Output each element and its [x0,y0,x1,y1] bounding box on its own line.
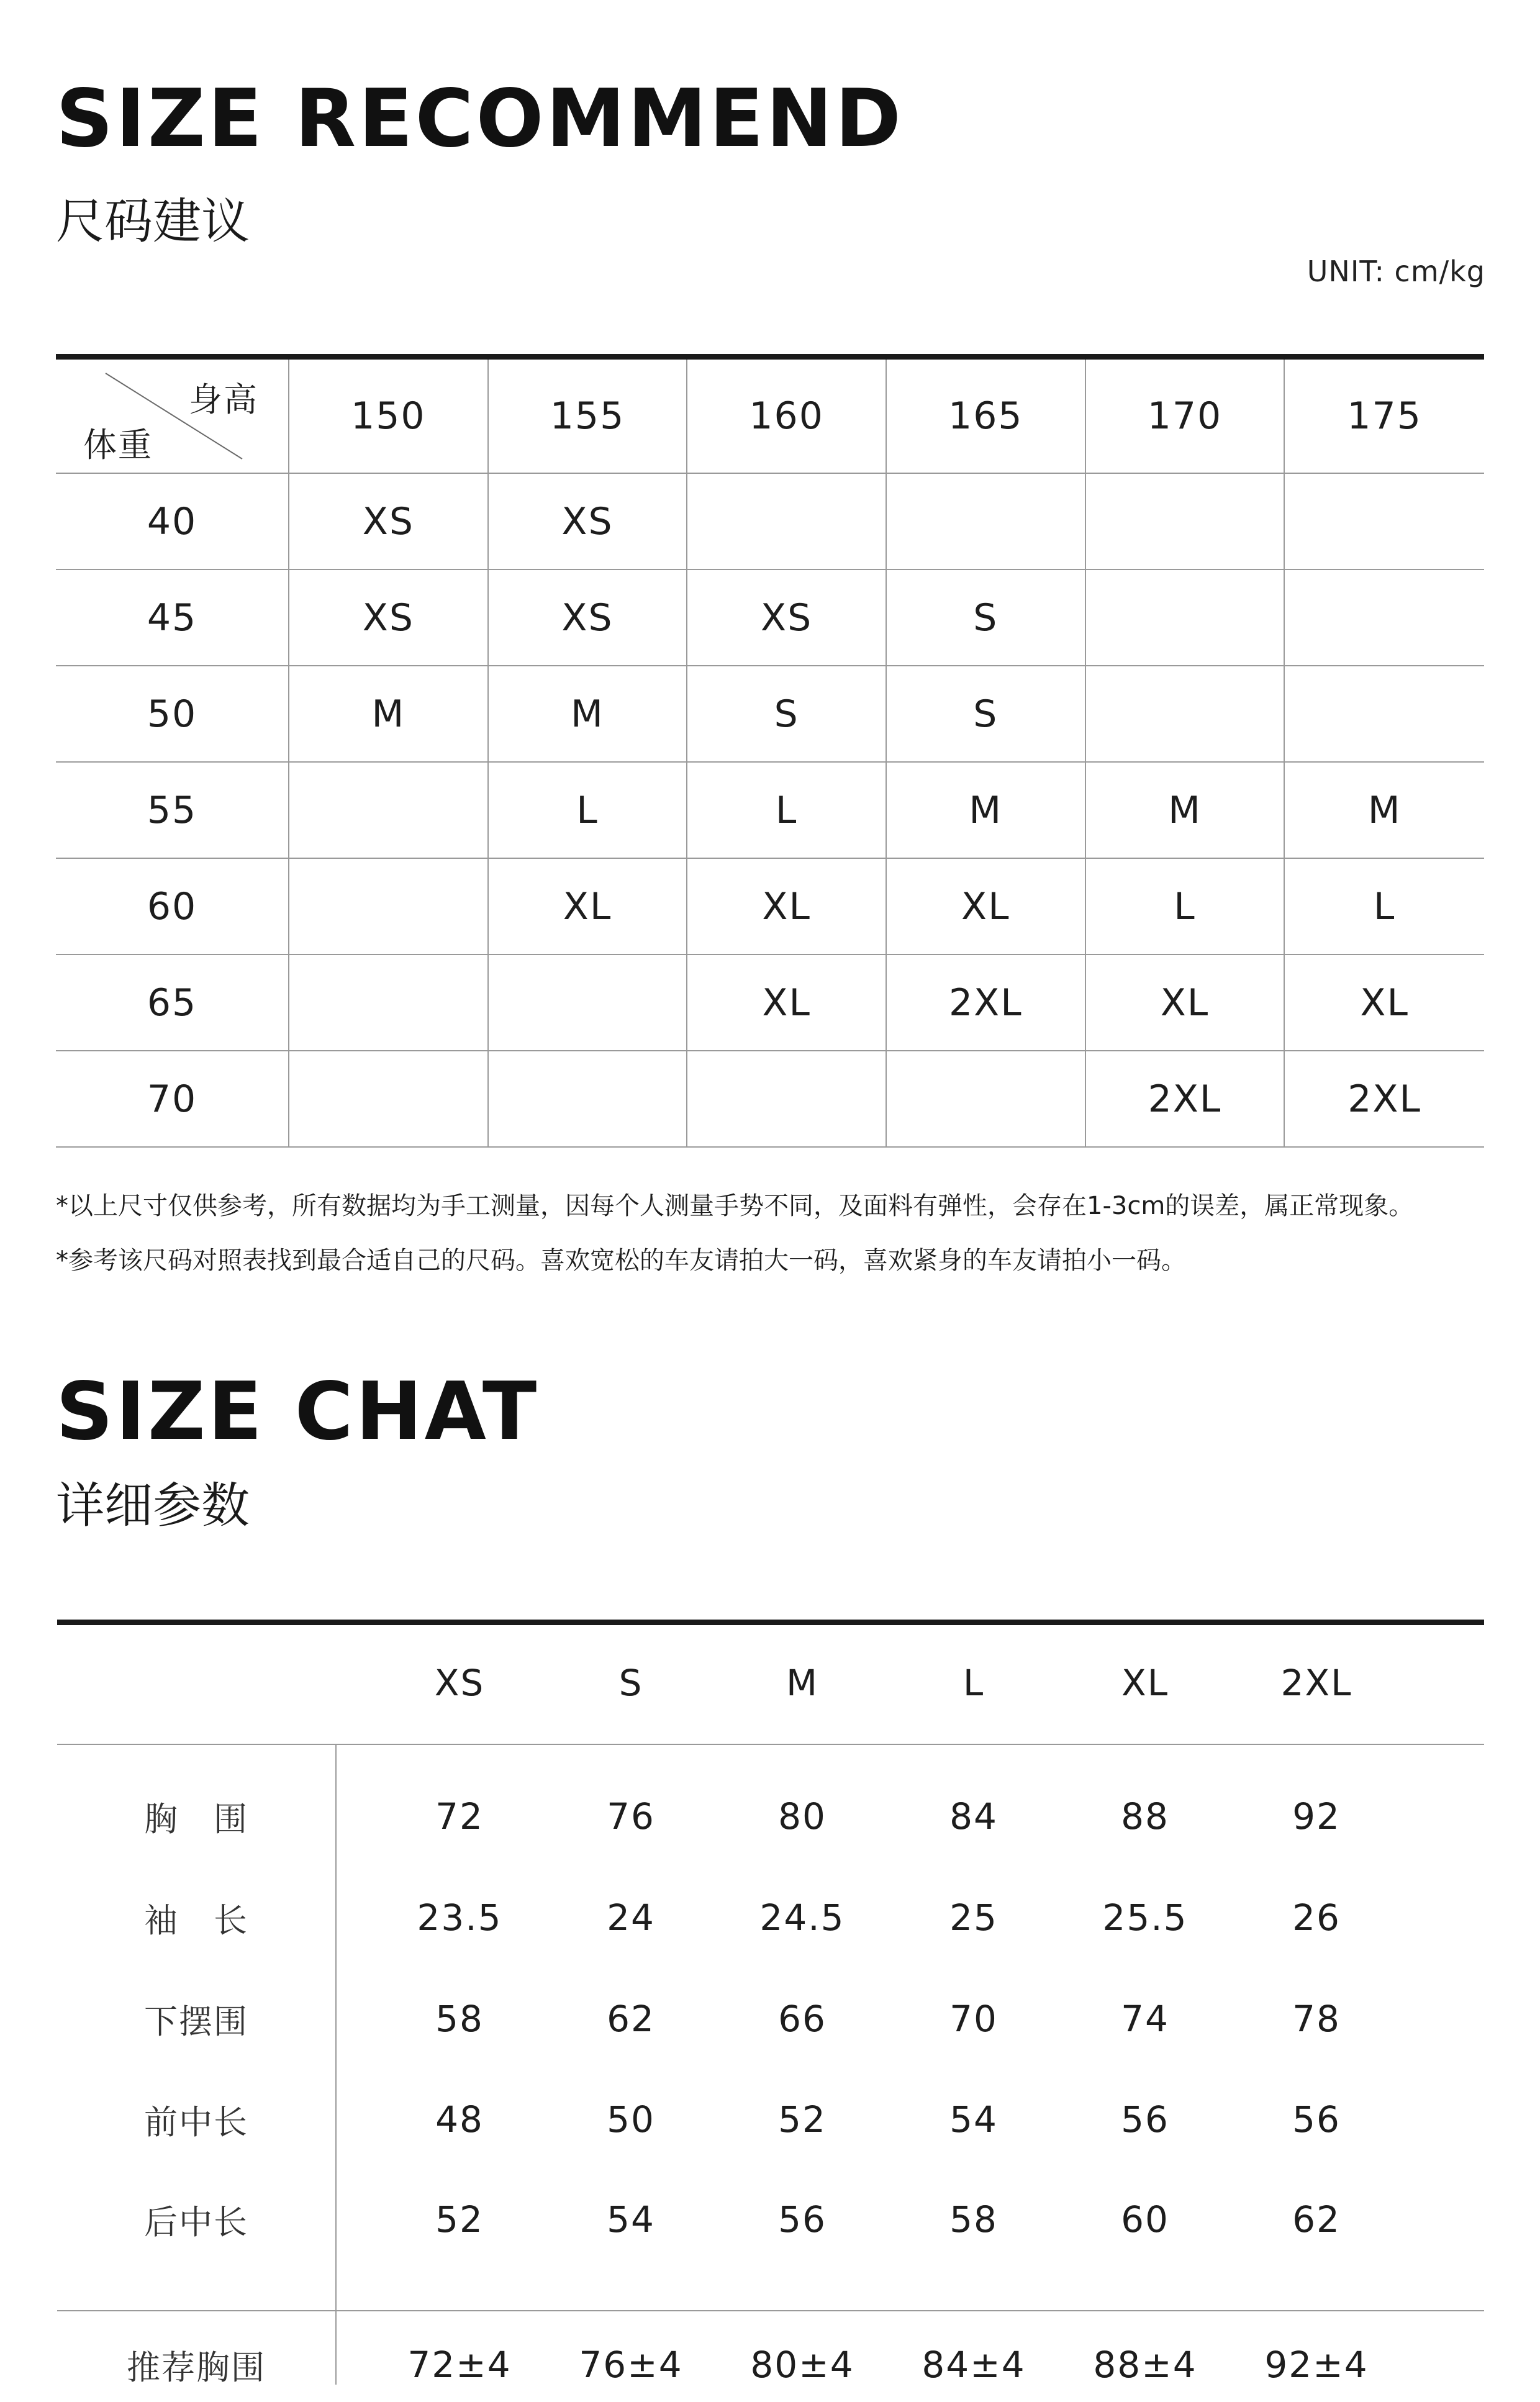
table-row [56,1051,1484,1148]
measure-value: 24 [607,1897,655,1939]
measure-value: 56 [1121,2098,1169,2141]
size-cell: M [289,666,489,763]
measure-value: 74 [1121,1998,1169,2040]
measure-value: 25 [949,1897,998,1939]
measure-value: 23.5 [417,1897,502,1939]
size-header: 2XL [1280,1662,1352,1704]
size-cell: M [1086,763,1285,859]
measure-value: 80 [778,1795,827,1838]
measure-value: 48 [435,2098,484,2141]
measure-value: 60 [1121,2198,1169,2241]
size-cell: XS [489,570,688,666]
size-cell: M [1285,763,1484,859]
recommend-row-divider [57,2310,1484,2311]
size-header: XL [1121,1662,1169,1704]
weight-cell: 50 [56,666,289,763]
table-row [57,2182,1484,2257]
size-cell: XS [489,474,688,570]
recommended-chest-row [57,2327,1484,2402]
measure-label: 袖 长 [144,1900,248,1940]
measure-value: 56 [778,2198,827,2241]
measure-value: 84±4 [922,2344,1026,2386]
table-row [56,763,1484,859]
size-header: XS [434,1662,485,1704]
measure-value: 70 [949,1998,998,2040]
header-divider [57,1744,1484,1745]
measure-value: 62 [607,1998,655,2040]
size-recommend-table [56,354,1484,1148]
size-cell [887,1051,1086,1148]
measure-label: 推荐胸围 [127,2347,266,2387]
recommend-title: SIZE RECOMMEND [56,73,904,165]
measure-value: 88±4 [1093,2344,1197,2386]
measure-value: 54 [949,2098,998,2141]
weight-cell: 60 [56,859,289,955]
measure-value: 50 [607,2098,655,2141]
measure-value: 72 [435,1795,484,1838]
size-header: S [618,1662,643,1704]
size-cell: XL [489,859,688,955]
table-row [57,1880,1484,1955]
size-cell: 2XL [887,955,1086,1051]
size-cell: S [687,666,887,763]
size-cell: XL [1285,955,1484,1051]
size-cell [1086,570,1285,666]
table-row [57,1779,1484,1854]
measure-value: 76±4 [579,2344,683,2386]
height-header: 165 [887,360,1086,474]
size-cell [1285,474,1484,570]
table-row [56,570,1484,666]
weight-cell: 40 [56,474,289,570]
measure-value: 58 [435,1998,484,2040]
measure-value: 25.5 [1102,1897,1188,1939]
height-axis-label: 身高 [189,380,258,419]
size-header: M [786,1662,819,1704]
size-cell: M [887,763,1086,859]
weight-cell: 45 [56,570,289,666]
size-cell: L [687,763,887,859]
size-cell [289,763,489,859]
measure-value: 54 [607,2198,655,2241]
size-cell [1285,570,1484,666]
size-cell: L [1086,859,1285,955]
height-header: 160 [687,360,887,474]
size-cell: M [489,666,688,763]
size-cell: 2XL [1285,1051,1484,1148]
table-top-rule [57,1620,1484,1625]
measure-value: 92±4 [1264,2344,1369,2386]
weight-cell: 70 [56,1051,289,1148]
size-cell: XS [289,474,489,570]
size-chart-table [57,1620,1484,2385]
height-header: 170 [1086,360,1285,474]
size-cell: XL [1086,955,1285,1051]
size-cell: XL [687,859,887,955]
size-cell: L [1285,859,1484,955]
measure-value: 58 [949,2198,998,2241]
measure-value: 76 [607,1795,655,1838]
measure-value: 88 [1121,1795,1169,1838]
size-cell [489,955,688,1051]
size-cell [887,474,1086,570]
table-row [56,474,1484,570]
fit-advice-note: *参考该尺码对照表找到最合适自己的尺码。喜欢宽松的车友请拍大一码，喜欢紧身的车友请拍小一码。 [56,1246,1186,1275]
size-cell [289,859,489,955]
measure-value: 66 [778,1998,827,2040]
measure-value: 52 [435,2198,484,2241]
size-cell: XL [887,859,1086,955]
size-cell: 2XL [1086,1051,1285,1148]
size-cell [1285,666,1484,763]
measure-value: 56 [1292,2098,1341,2141]
table-row [56,955,1484,1051]
measure-value: 62 [1292,2198,1341,2241]
table-top-rule [56,354,1484,360]
recommend-subtitle: 尺码建议 [56,194,250,250]
size-cell: XS [687,570,887,666]
measure-value: 80±4 [750,2344,854,2386]
measure-label: 下摆围 [144,2001,248,2041]
table-row [57,2082,1484,2157]
weight-axis-label: 体重 [83,425,153,465]
unit-label: UNIT: cm/kg [1307,255,1485,288]
height-header: 155 [489,360,688,474]
measure-label: 胸 围 [144,1799,248,1839]
size-cell [1086,666,1285,763]
size-header: L [962,1662,985,1704]
size-cell [687,474,887,570]
table-row [56,859,1484,955]
size-cell [289,1051,489,1148]
size-cell [1086,474,1285,570]
measure-value: 72±4 [407,2344,512,2386]
size-cell [489,1051,688,1148]
table-row [57,1982,1484,2056]
size-cell: XL [687,955,887,1051]
chart-title: SIZE CHAT [56,1366,540,1458]
measure-label: 后中长 [144,2202,248,2242]
size-cell: S [887,570,1086,666]
height-header: 175 [1285,360,1484,474]
chart-subtitle: 详细参数 [56,1478,250,1534]
corner-cell [56,360,289,474]
weight-cell: 65 [56,955,289,1051]
table-header-row [57,1646,1484,1720]
measure-label: 前中长 [144,2102,248,2142]
measure-value: 26 [1292,1897,1341,1939]
size-cell [687,1051,887,1148]
disclaimer-note: *以上尺寸仅供参考，所有数据均为手工测量，因每个人测量手势不同，及面料有弹性，会存在1-3cm的误差，属正常现象。 [56,1192,1414,1220]
table-header-row [56,360,1484,474]
size-cell [289,955,489,1051]
measure-value: 78 [1292,1998,1341,2040]
size-cell: XS [289,570,489,666]
measure-value: 84 [949,1795,998,1838]
size-cell: S [887,666,1086,763]
measure-value: 24.5 [759,1897,845,1939]
height-header: 150 [289,360,489,474]
measure-value: 52 [778,2098,827,2141]
table-row [56,666,1484,763]
size-cell: L [489,763,688,859]
measure-value: 92 [1292,1795,1341,1838]
weight-cell: 55 [56,763,289,859]
